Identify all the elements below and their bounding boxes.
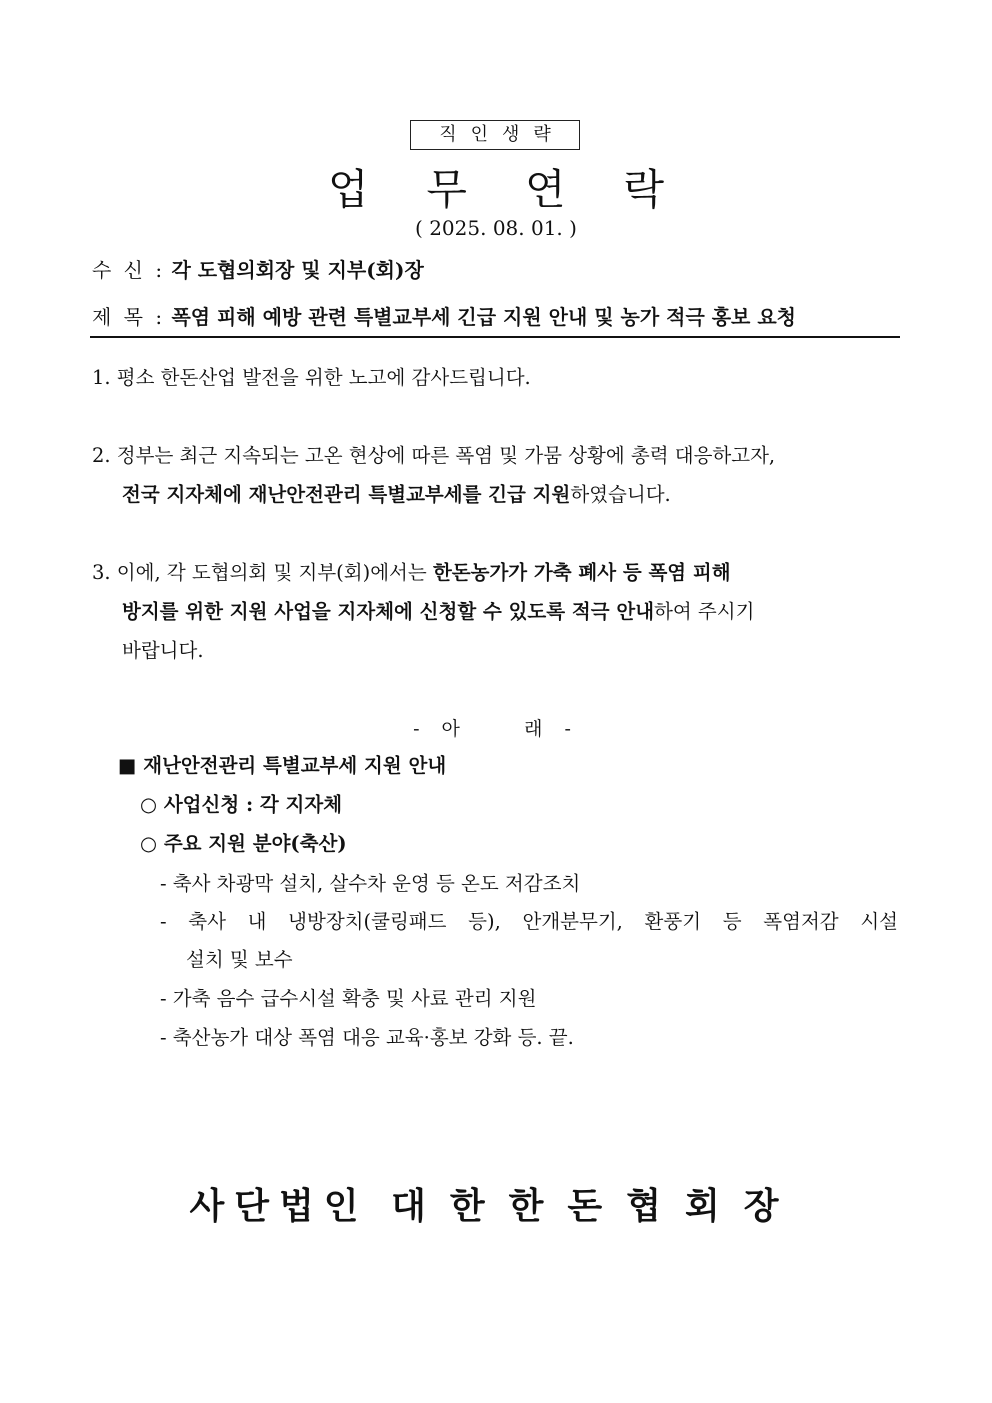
- list-item: - 축사 차광막 설치, 살수차 운영 등 온도 저감조치: [160, 872, 581, 895]
- paragraph-2-line-1: 2. 정부는 최근 지속되는 고온 현상에 따른 폭염 및 가뭄 상황에 총력 대응하고자,: [92, 444, 776, 467]
- apply-text: 사업신청 : 각 지자체: [163, 793, 343, 816]
- paragraph-1: [92, 358, 897, 397]
- subject-value: 폭염 피해 예방 관련 특별교부세 긴급 지원 안내 및 농가 적극 홍보 요청: [171, 305, 796, 329]
- fields-line: [140, 825, 347, 863]
- list-item: - 축산농가 대상 폭염 대응 교육·홍보 강화 등. 끝.: [160, 1026, 574, 1049]
- notice-header: - 아 래 -: [413, 718, 579, 740]
- paragraph-3-tail: 하여 주시기: [654, 600, 755, 623]
- document-title: 업무연락: [327, 165, 723, 214]
- subject-line: [92, 302, 796, 332]
- document-date: ( 2025. 08. 01. ): [415, 216, 577, 240]
- section-heading: [118, 747, 446, 785]
- header-divider: [90, 336, 900, 338]
- recipient-line: [92, 255, 424, 285]
- paragraph-2-emphasis: 전국 지자체에 재난안전관리 특별교부세를 긴급 지원: [122, 483, 571, 506]
- subject-label: 제 목 :: [92, 305, 166, 329]
- paragraph-3-emphasis-1: 한돈농가가 가축 폐사 등 폭염 피해: [432, 561, 731, 584]
- paragraph-3-line-3: 바랍니다.: [122, 639, 204, 662]
- recipient-value: 각 도협의회장 및 지부(회)장: [171, 258, 424, 282]
- section-heading-text: 재난안전관리 특별교부세 지원 안내: [143, 754, 447, 777]
- list-item: - 축사 내 냉방장치(쿨링패드 등), 안개분무기, 환풍기 등 폭염저감 시설: [160, 910, 898, 933]
- paragraph-2-tail: 하였습니다.: [570, 483, 671, 506]
- list-item: - 가축 음수 급수시설 확충 및 사료 관리 지원: [160, 987, 537, 1010]
- paragraph-3-line-2: [92, 592, 897, 631]
- paragraph-3-line-1: [92, 561, 731, 584]
- circle-bullet-icon: ○: [140, 793, 158, 816]
- paragraph-3: [92, 553, 897, 670]
- signature-org: 사단법인: [189, 1185, 369, 1227]
- omit-seal-box: 직인생략: [410, 120, 580, 150]
- paragraph-3-emphasis-2: 방지를 위한 지원 사업을 지자체에 신청할 수 있도록 적극 안내: [122, 600, 655, 623]
- fields-text: 주요 지원 분야(축산): [163, 832, 347, 855]
- signature: [0, 1178, 992, 1229]
- apply-line: [140, 786, 342, 824]
- paragraph-2: [92, 436, 897, 514]
- signature-name: 대한한돈협회장: [391, 1185, 803, 1227]
- list-item-continuation: 설치 및 보수: [186, 948, 293, 971]
- paragraph-1-text: 1. 평소 한돈산업 발전을 위한 노고에 감사드립니다.: [92, 366, 531, 389]
- square-bullet-icon: ■: [118, 754, 137, 777]
- recipient-label: 수 신 :: [92, 258, 166, 282]
- paragraph-2-line-2: [92, 475, 897, 514]
- circle-bullet-icon: ○: [140, 832, 158, 855]
- paragraph-3-intro: 3. 이에, 각 도협의회 및 지부(회)에서는: [92, 561, 433, 584]
